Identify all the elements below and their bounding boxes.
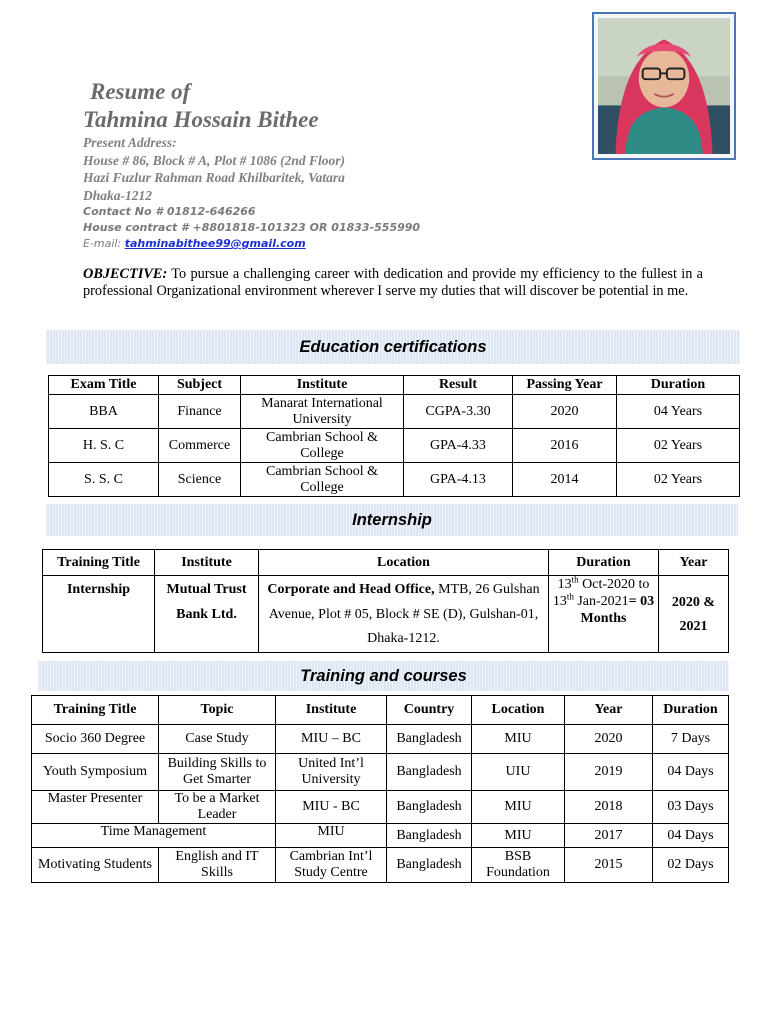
table-cell: Time Management xyxy=(32,824,276,848)
internship-duration-cell xyxy=(549,576,659,653)
training-header-cell: Location xyxy=(472,696,565,725)
internship-institute-cell: Mutual Trust Bank Ltd. xyxy=(155,576,259,653)
candidate-name: Tahmina Hossain Bithee xyxy=(83,107,319,132)
resume-header xyxy=(83,78,420,252)
table-cell: 04 Days xyxy=(653,824,729,848)
table-row xyxy=(32,754,729,791)
table-row xyxy=(32,848,729,883)
address-label: Present Address: xyxy=(83,135,177,150)
internship-table xyxy=(42,549,729,653)
objective-paragraph xyxy=(83,266,703,300)
table-cell: 2020 xyxy=(513,395,617,429)
training-header-cell: Training Title xyxy=(32,696,159,725)
education-header-cell: Result xyxy=(404,376,513,395)
training-header-cell: Country xyxy=(387,696,472,725)
table-cell: GPA-4.13 xyxy=(404,463,513,497)
location-bold-text: Corporate and Head Office, xyxy=(267,582,435,597)
internship-header-cell: Year xyxy=(659,550,729,576)
table-cell: Case Study xyxy=(159,725,276,754)
table-row xyxy=(49,463,740,497)
internship-section-title: Internship xyxy=(352,510,432,529)
education-section-title: Education certifications xyxy=(299,337,487,356)
table-cell: Bangladesh xyxy=(387,824,472,848)
table-cell: Cambrian School & College xyxy=(241,429,404,463)
education-header-cell: Institute xyxy=(241,376,404,395)
address-line-2: Hazi Fuzlur Rahman Road Khilbaritek, Vatara xyxy=(83,170,345,185)
table-row xyxy=(49,429,740,463)
table-cell: Bangladesh xyxy=(387,848,472,883)
table-row xyxy=(43,576,729,653)
duration-middle: Oct-2020 to 13 xyxy=(552,577,650,609)
internship-header-cell: Training Title xyxy=(43,550,155,576)
table-cell: Manarat International University xyxy=(241,395,404,429)
table-cell: 02 Days xyxy=(653,848,729,883)
table-cell: MIU xyxy=(276,824,387,848)
table-row xyxy=(32,824,729,848)
table-cell: Youth Symposium xyxy=(32,754,159,791)
education-table xyxy=(48,375,740,497)
table-cell: 2020 xyxy=(565,725,653,754)
table-cell: BSB Foundation xyxy=(472,848,565,883)
objective-text: To pursue a challenging career with dedication and provide my efficiency to the fullest in a professional Organizational environment wherever I serve my duties that will discover be potential in me. xyxy=(83,266,703,299)
table-cell: GPA-4.33 xyxy=(404,429,513,463)
table-row xyxy=(49,395,740,429)
address-line-3: Dhaka-1212 xyxy=(83,187,153,203)
education-section-heading xyxy=(46,330,740,364)
internship-header-cell: Location xyxy=(259,550,549,576)
internship-title-cell: Internship xyxy=(43,576,155,653)
table-cell: Cambrian School & College xyxy=(241,463,404,497)
duration-start-day: 13 xyxy=(557,577,572,592)
table-cell: 03 Days xyxy=(653,791,729,824)
training-header-row xyxy=(32,696,729,725)
table-cell: 2014 xyxy=(513,463,617,497)
table-cell: H. S. C xyxy=(49,429,159,463)
duration-total: 03 Months xyxy=(580,594,655,626)
table-cell: 04 Years xyxy=(617,395,740,429)
table-cell: Finance xyxy=(159,395,241,429)
location-text: MTB, 26 Gulshan Avenue, Plot # 05, Block # SE (D), Gulshan-01, Dhaka-1212. xyxy=(268,582,540,646)
email-line xyxy=(83,236,420,252)
table-cell: United Int’l University xyxy=(276,754,387,791)
training-header-cell: Topic xyxy=(159,696,276,725)
table-cell: 04 Days xyxy=(653,754,729,791)
training-header-cell: Year xyxy=(565,696,653,725)
education-header-cell: Passing Year xyxy=(513,376,617,395)
internship-header-row xyxy=(43,550,729,576)
email-label: E-mail: xyxy=(83,237,125,250)
email-link[interactable]: tahminabithee99@gmail.com xyxy=(124,237,306,250)
table-cell: MIU – BC xyxy=(276,725,387,754)
table-cell: MIU xyxy=(472,791,565,824)
table-row xyxy=(32,725,729,754)
duration-end: Jan-2021 xyxy=(573,594,629,609)
table-cell: Master Presenter xyxy=(32,791,159,824)
duration-equals: = xyxy=(628,594,641,609)
duration-start-sup: th xyxy=(571,574,579,585)
profile-photo xyxy=(598,18,730,154)
objective-label: OBJECTIVE: xyxy=(83,266,168,282)
table-cell: 2017 xyxy=(565,824,653,848)
internship-section-heading xyxy=(46,504,738,536)
table-cell: Motivating Students xyxy=(32,848,159,883)
table-cell: 02 Years xyxy=(617,463,740,497)
internship-header-cell: Institute xyxy=(155,550,259,576)
table-cell: 02 Years xyxy=(617,429,740,463)
internship-header-cell: Duration xyxy=(549,550,659,576)
profile-photo-frame xyxy=(592,12,736,160)
table-cell: CGPA-3.30 xyxy=(404,395,513,429)
duration-end-sup: th xyxy=(566,591,574,602)
table-cell: Bangladesh xyxy=(387,725,472,754)
table-cell: Socio 360 Degree xyxy=(32,725,159,754)
table-cell: MIU - BC xyxy=(276,791,387,824)
table-cell: Cambrian Int’l Study Centre xyxy=(276,848,387,883)
education-header-cell: Subject xyxy=(159,376,241,395)
table-cell: Science xyxy=(159,463,241,497)
training-section-title: Training and courses xyxy=(300,666,467,685)
table-cell: 2018 xyxy=(565,791,653,824)
table-cell: BBA xyxy=(49,395,159,429)
training-header-cell: Duration xyxy=(653,696,729,725)
internship-year-cell: 2020 & 2021 xyxy=(659,576,729,653)
education-header-row xyxy=(49,376,740,395)
table-cell: English and IT Skills xyxy=(159,848,276,883)
table-cell: 2015 xyxy=(565,848,653,883)
table-cell: Bangladesh xyxy=(387,791,472,824)
house-contact-number: House contract # +8801818-101323 OR 01833-555990 xyxy=(83,221,421,234)
training-section-heading xyxy=(38,661,729,691)
training-table xyxy=(31,695,729,883)
education-header-cell: Exam Title xyxy=(49,376,159,395)
table-cell: MIU xyxy=(472,725,565,754)
education-header-cell: Duration xyxy=(617,376,740,395)
training-header-cell: Institute xyxy=(276,696,387,725)
table-cell: 2016 xyxy=(513,429,617,463)
table-cell: 7 Days xyxy=(653,725,729,754)
contact-number: Contact No # 01812-646266 xyxy=(83,205,256,218)
table-cell: S. S. C xyxy=(49,463,159,497)
table-cell: UIU xyxy=(472,754,565,791)
table-cell: 2019 xyxy=(565,754,653,791)
table-row xyxy=(32,791,729,824)
table-cell: Building Skills to Get Smarter xyxy=(159,754,276,791)
table-cell: Bangladesh xyxy=(387,754,472,791)
address-line-1: House # 86, Block # A, Plot # 1086 (2nd Floor) xyxy=(83,152,346,168)
internship-location-cell xyxy=(259,576,549,653)
resume-of-heading: Resume of xyxy=(90,79,191,104)
table-cell: To be a Market Leader xyxy=(159,791,276,824)
table-cell: Commerce xyxy=(159,429,241,463)
table-cell: MIU xyxy=(472,824,565,848)
